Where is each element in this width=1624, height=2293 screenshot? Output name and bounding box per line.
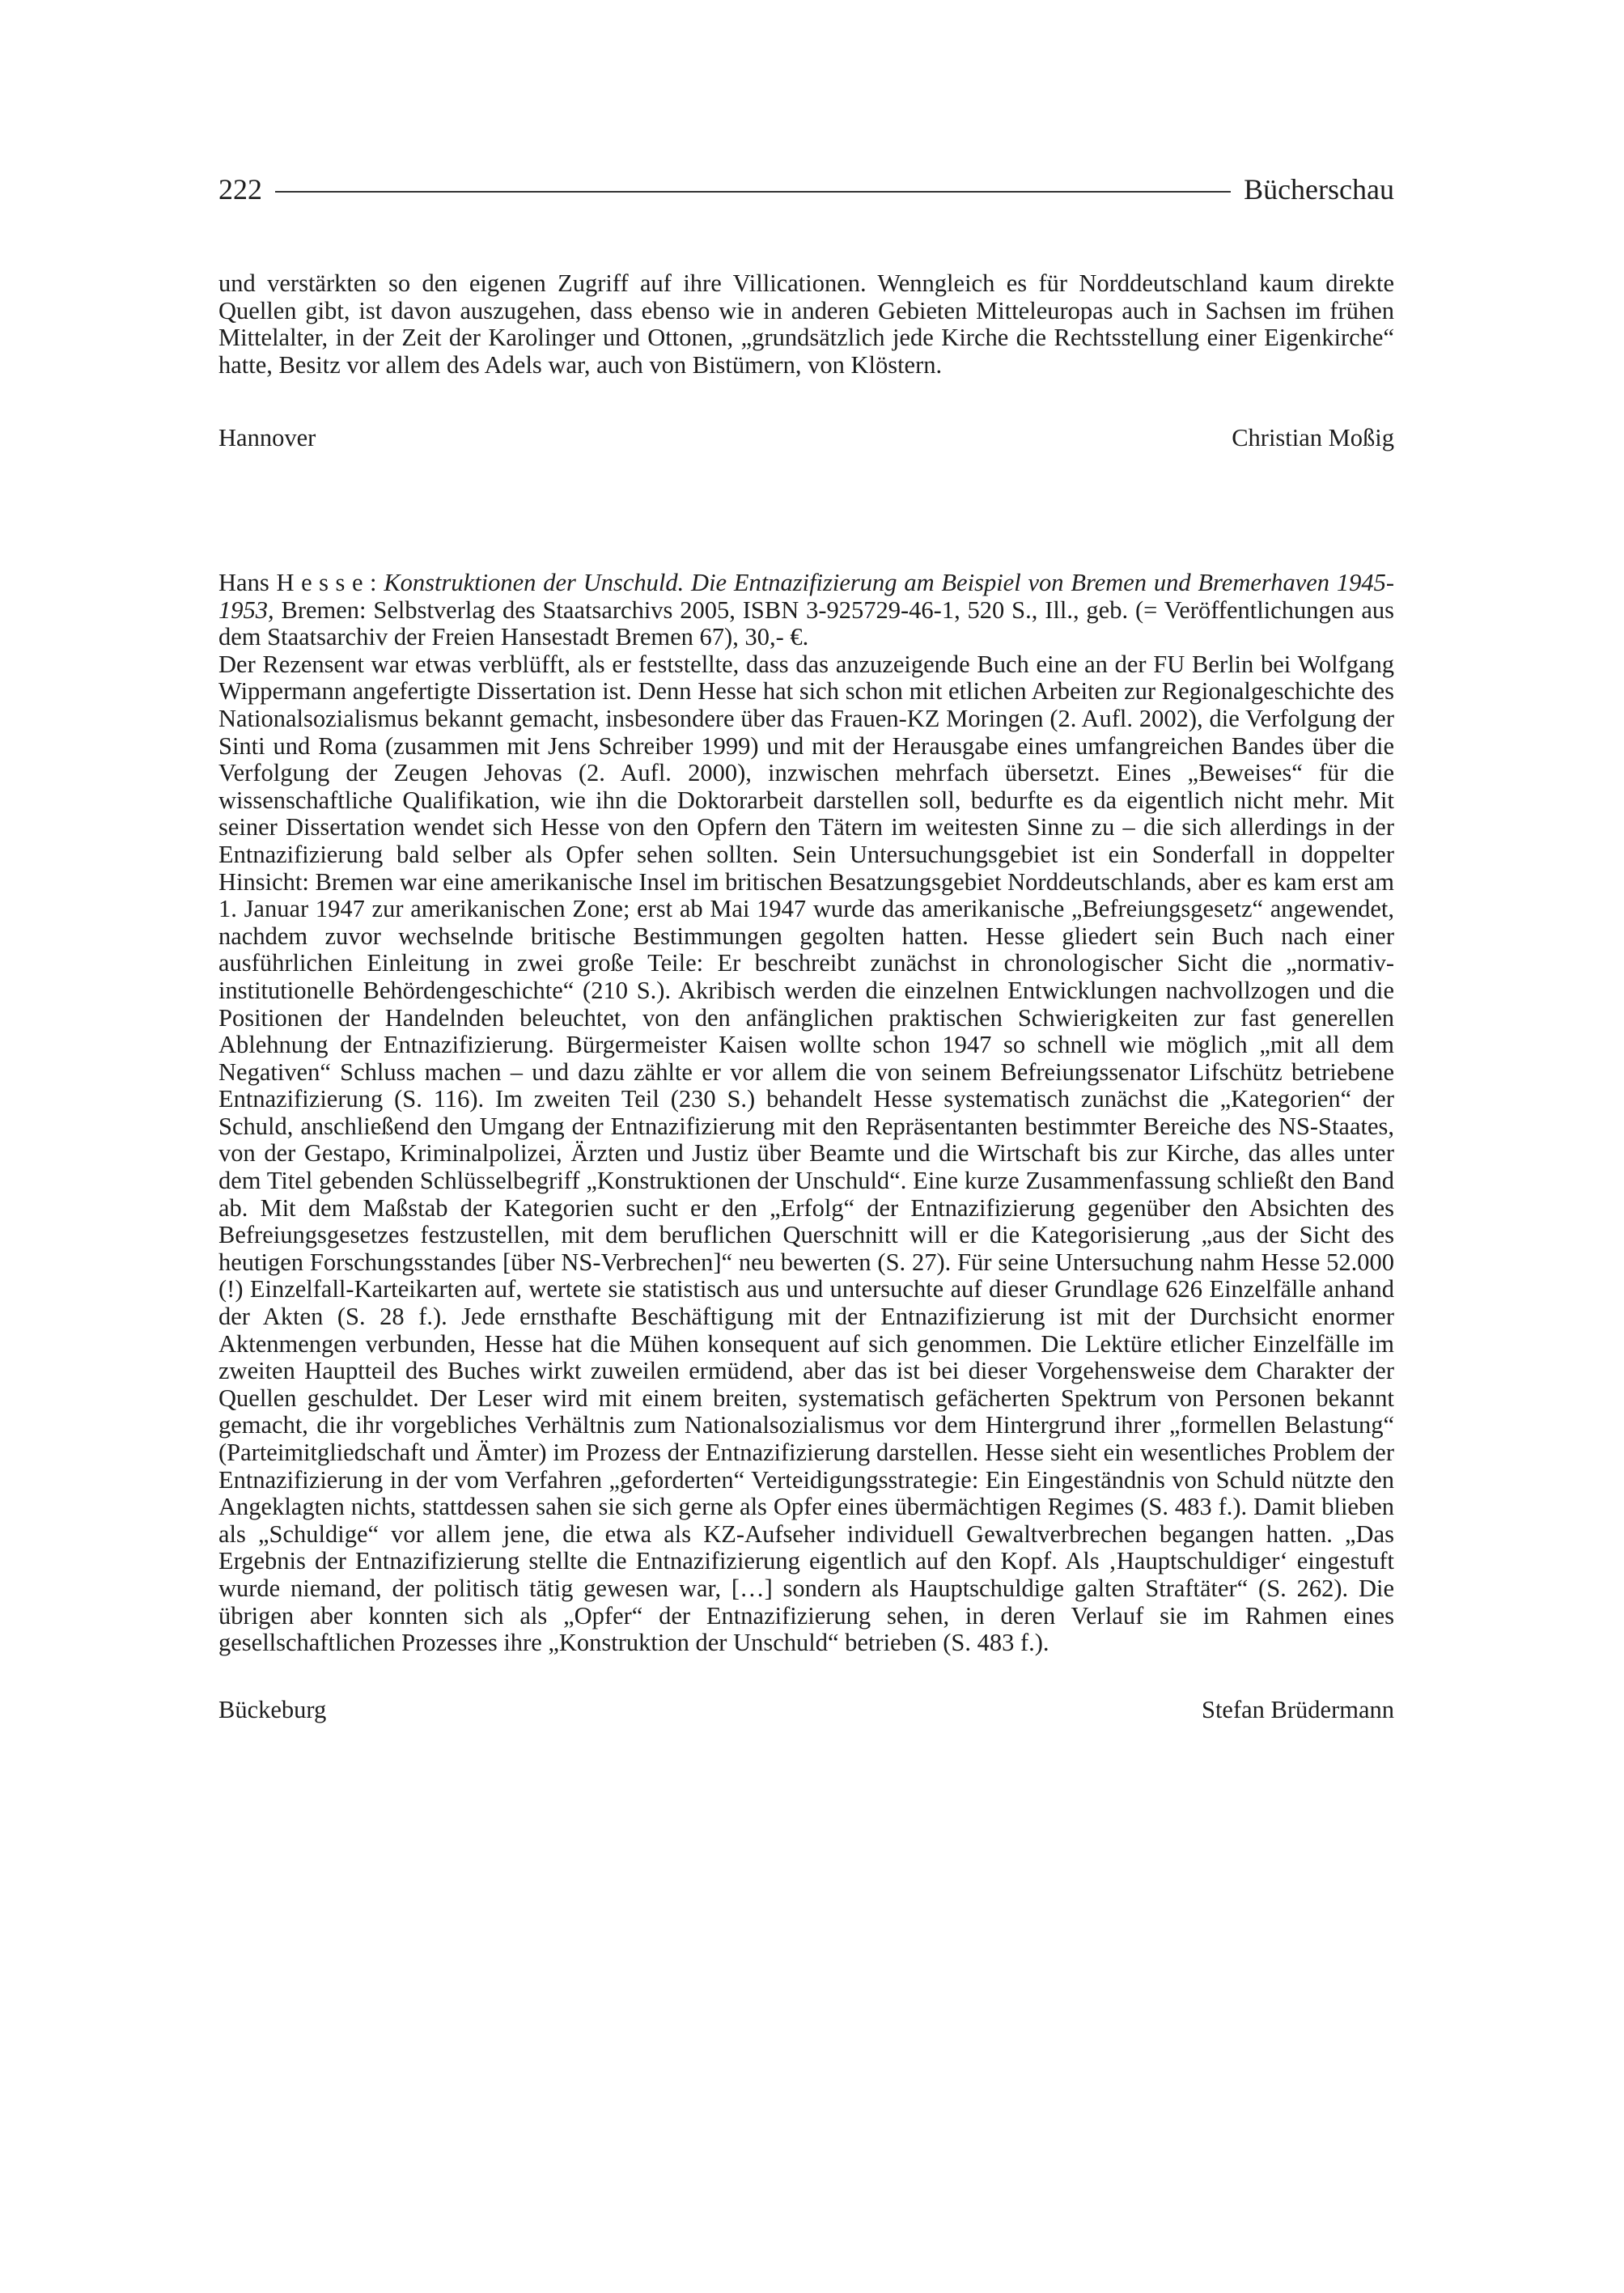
review-2-reviewer: Stefan Brüdermann <box>1202 1695 1394 1723</box>
review-2-signoff <box>218 1696 1394 1723</box>
header-rule <box>275 191 1231 193</box>
review-2-place: Bückeburg <box>218 1695 327 1723</box>
section-title: Bücherschau <box>1244 173 1394 206</box>
review-1-signoff <box>218 424 1394 451</box>
review-2-citation <box>218 570 1394 651</box>
author-first-name: Hans <box>218 569 269 596</box>
review-1-reviewer: Christian Moßig <box>1232 424 1394 452</box>
review-2-body: Der Rezensent war etwas verblüfft, als er feststellte, dass das anzuzeigende Buch eine an der FU Berlin bei Wolfgang Wippermann angefertigte Dissertation ist. Denn Hesse hat sich schon mit etlichen Arbeiten zur Regionalgeschichte des Nationalsozialismus bekannt gemacht, insbesondere über das Frauen-KZ Moringen (2. Aufl. 2002), die Verfolgung der Sinti und Roma (zusammen mit Jens Schreiber 1999) und mit der Herausgabe eines umfangreichen Bandes über die Verfolgung der Zeugen Jehovas (2. Aufl. 2000), inzwischen mehrfach übersetzt. Eines „Beweises“ für die wissenschaftliche Qualifikation, wie ihn die Doktorarbeit darstellen soll, bedurfte es da eigentlich nicht mehr. Mit seiner Dissertation wendet sich Hesse von den Opfern den Tätern im weitesten Sinne zu – die sich allerdings in der Entnazifizierung bald selber als Opfer sehen sollten. Sein Untersuchungsgebiet ist ein Sonderfall in doppelter Hinsicht: Bremen war eine amerikanische Insel im britischen Besatzungsgebiet Norddeutschlands, aber es kam erst am 1. Januar 1947 zur amerikanischen Zone; erst ab Mai 1947 wurde das amerikanische „Befreiungsgesetz“ angewendet, nachdem zuvor wechselnde britische Bestimmungen gegolten hatten. Hesse gliedert sein Buch nach einer ausführlichen Einleitung in zwei große Teile: Er beschreibt zunächst in chronologischer Sicht die „normativ-institutionelle Behördengeschichte“ (210 S.). Akribisch werden die einzelnen Entwicklungen nachvollzogen und die Positionen der Handelnden beleuchtet, von den anfänglichen praktischen Schwierigkeiten zur fast generellen Ablehnung der Entnazifizierung. Bürgermeister Kaisen wollte schon 1947 so schnell wie möglich „mit all dem Negativen“ Schluss machen – und dazu zählte er vor allem die von seinem Befreiungssenator Lifschütz betriebene Entnazifizierung (S. 116). Im zweiten Teil (230 S.) behandelt Hesse systematisch zunächst die „Kategorien“ der Schuld, anschließend den Umgang der Entnazifizierung mit den Repräsentanten bestimmter Bereiche des NS-Staates, von der Gestapo, Kriminalpolizei, Ärzten und Justiz über Beamte und die Wirtschaft bis zur Kirche, das alles unter dem Titel gebenden Schlüsselbegriff „Konstruktionen der Unschuld“. Eine kurze Zusammenfassung schließt den Band ab. Mit dem Maßstab der Kategorien sucht er den „Erfolg“ der Entnazifizierung gegenüber den Absichten des Befreiungsgesetzes festzustellen, mit dem beruflichen Querschnitt will er die Kategorisierung „aus der Sicht des heutigen Forschungsstandes [über NS-Verbrechen]“ neu bewerten (S. 27). Für seine Untersuchung nahm Hesse 52.000 (!) Einzelfall-Karteikarten auf, wertete sie statistisch aus und untersuchte auf dieser Grundlage 626 Einzelfälle anhand der Akten (S. 28 f.). Jede ernsthafte Beschäftigung mit der Entnazifizierung ist mit der Durchsicht enormer Aktenmengen verbunden, Hesse hat die Mühen konsequent auf sich genommen. Die Lektüre etlicher Einzelfälle im zweiten Hauptteil des Buches wirkt zuweilen ermüdend, aber das ist bei dieser Vorgehensweise dem Charakter der Quellen geschuldet. Der Leser wird mit einem breiten, systematisch gefächerten Spektrum von Personen bekannt gemacht, die ihr vorgebliches Verhältnis zum Nationalsozialismus vor dem Hintergrund ihrer „formellen Belastung“ (Parteimitgliedschaft und Ämter) im Prozess der Entnazifizierung darstellen. Hesse sieht ein wesentliches Problem der Entnazifizierung in der vom Verfahren „geforderten“ Verteidigungsstrategie: Ein Eingeständnis von Schuld nützte den Angeklagten nichts, stattdessen sahen sie sich gerne als Opfer eines übermächtigen Regimes (S. 483 f.). Damit blieben als „Schuldige“ vor allem jene, die etwa als KZ-Aufseher individuell Gewaltverbrechen begangen hatten. „Das Ergebnis der Entnazifizierung stellte die Entnazifizierung eigentlich auf den Kopf. Als ‚Hauptschuldiger‘ eingestuft wurde niemand, der politisch tätig gewesen war, […] sondern als Hauptschuldige galten Straftäter“ (S. 262). Die übrigen aber konnten sich als „Opfer“ der Entnazifizierung sehen, in deren Verlauf sie im Rahmen eines gesellschaftlichen Prozesses ihre „Konstruktion der Unschuld“ betrieben (S. 483 f.). <box>218 650 1394 1657</box>
running-head <box>218 167 1394 212</box>
review-1-place: Hannover <box>218 424 316 452</box>
page-number: 222 <box>218 173 262 206</box>
document-page <box>218 0 1394 2293</box>
review-1 <box>218 270 1394 451</box>
review-1-continuation: und verstärkten so den eigenen Zugriff auf ihre Villicationen. Wenngleich es für Norddeutschland kaum direkte Quellen gibt, ist davon auszugehen, dass ebenso wie in anderen Gebieten Mitteleuropas auch in Sachsen im frühen Mittelalter, in der Zeit der Karolinger und Ottonen, „grundsätzlich jede Kirche die Rechtsstellung einer Eigenkirche“ hatte, Besitz vor allem des Adels war, auch von Bistümern, von Klöstern. <box>218 269 1394 379</box>
publication-details: Bremen: Selbstverlag des Staatsarchivs 2005, ISBN 3-925729-46-1, 520 S., Ill., geb. (= Veröffentlichungen aus dem Staatsarchiv der Freien Hansestadt Bremen 67), 30,- €. <box>218 596 1395 651</box>
citation-separator: : <box>370 569 377 596</box>
review-2 <box>218 570 1394 1723</box>
book-title: Konstruktionen der Unschuld. Die Entnazifizierung am Beispiel von Bremen und Bremerhaven 1945-1953, <box>218 569 1395 624</box>
author-last-name: Hesse <box>276 569 371 596</box>
